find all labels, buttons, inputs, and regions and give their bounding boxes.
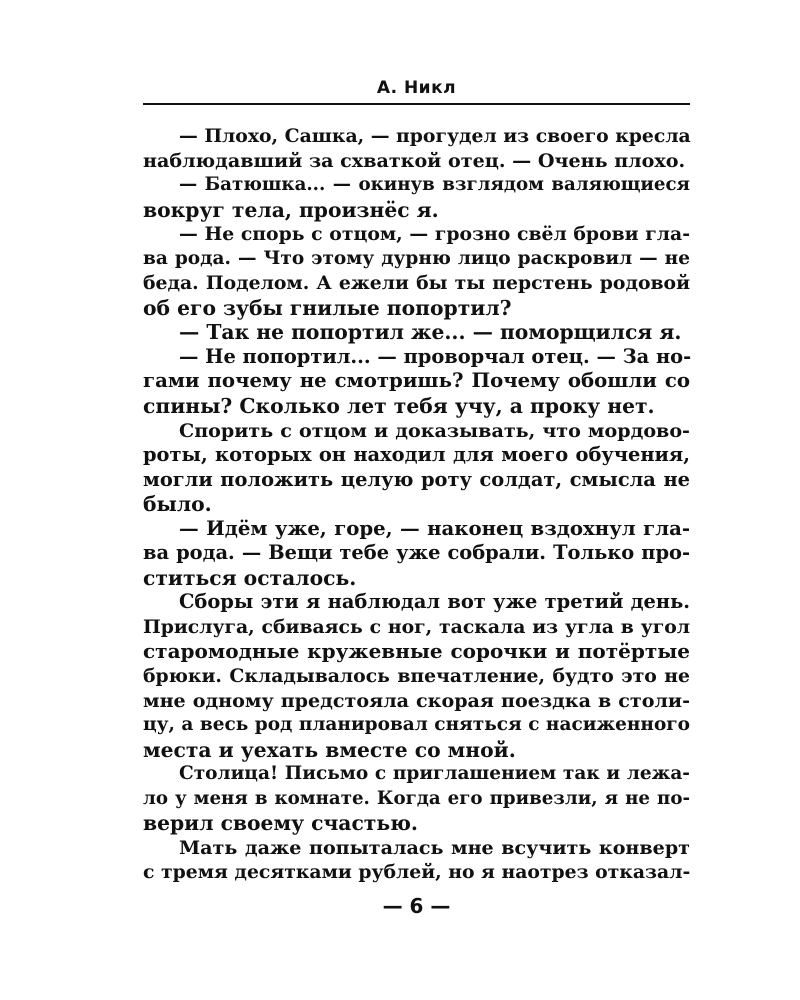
text-line: брюки. Складывалось впечатление, будто это не: [143, 665, 690, 688]
page-number: — 6 —: [382, 894, 451, 918]
text-line: вокруг тела, произнёс я.: [143, 197, 439, 222]
text-line: — Так не попортил же... — поморщился я.: [179, 320, 682, 345]
text-line: старомодные кружевные сорочки и потёртые: [143, 639, 690, 664]
text-line: спины? Сколько лет тебя учу, а проку нет.: [143, 394, 655, 419]
text-line: — Плохо, Сашка, — прогудел из своего кресла: [179, 125, 691, 147]
text-line: мне одному предстояла скорая поездка в столи-: [143, 688, 690, 712]
text-line: — Не спорь с отцом, — грозно свёл брови гла-: [179, 223, 690, 246]
text-line: об его зубы гнилые попортил?: [143, 295, 512, 320]
text-line: наблюдавший за схваткой отец. — Очень плохо.: [143, 148, 686, 172]
text-line: ва рода. — Что этому дурню лицо раскровил — не: [143, 247, 690, 269]
text-line: — Батюшка... — окинув взглядом валяющиеся: [179, 174, 690, 196]
text-line: гами почему не смотришь? Почему обошли со: [143, 369, 690, 393]
text-line: роты, которых он находил для моего обучения,: [143, 443, 690, 467]
text-line: было.: [143, 492, 212, 517]
text-line: ва рода. — Вещи тебе уже собрали. Только про-: [143, 541, 690, 565]
text-line: цу, а весь род планировал сняться с насиженного: [143, 714, 690, 736]
header-rule: [143, 103, 690, 105]
text-line: Сборы эти я наблюдал вот уже третий день.: [179, 590, 690, 614]
text-line: — Не попортил... — проворчал отец. — За но-: [179, 344, 692, 368]
text-line: верил своему счастью.: [143, 811, 418, 836]
text-line: Мать даже попыталась мне всучить конверт: [179, 835, 690, 859]
text-line: с тремя десятками рублей, но я наотрез отказал-: [143, 861, 691, 884]
text-line: места и уехать вместе со мной.: [143, 737, 516, 762]
text-line: беда. Поделом. А ежели бы ты перстень родовой: [143, 272, 690, 295]
text-line: Столица! Письмо с приглашением так и лежа-: [179, 763, 690, 785]
body-text: [143, 124, 690, 885]
text-line: могли положить целую роту солдат, смысла не: [143, 467, 690, 491]
text-line: Спорить с отцом и доказывать, что мордово-: [179, 418, 690, 442]
running-head-author: А. Никл: [376, 78, 457, 98]
text-line: Прислуга, сбиваясь с ног, таскала из угла в угол: [143, 615, 690, 638]
text-line: ститься осталось.: [143, 565, 357, 590]
text-line: — Идём уже, горе, — наконец вздохнул гла-: [179, 516, 690, 540]
text-line: ло у меня в комнате. Когда его привезли, я не по-: [143, 787, 690, 809]
